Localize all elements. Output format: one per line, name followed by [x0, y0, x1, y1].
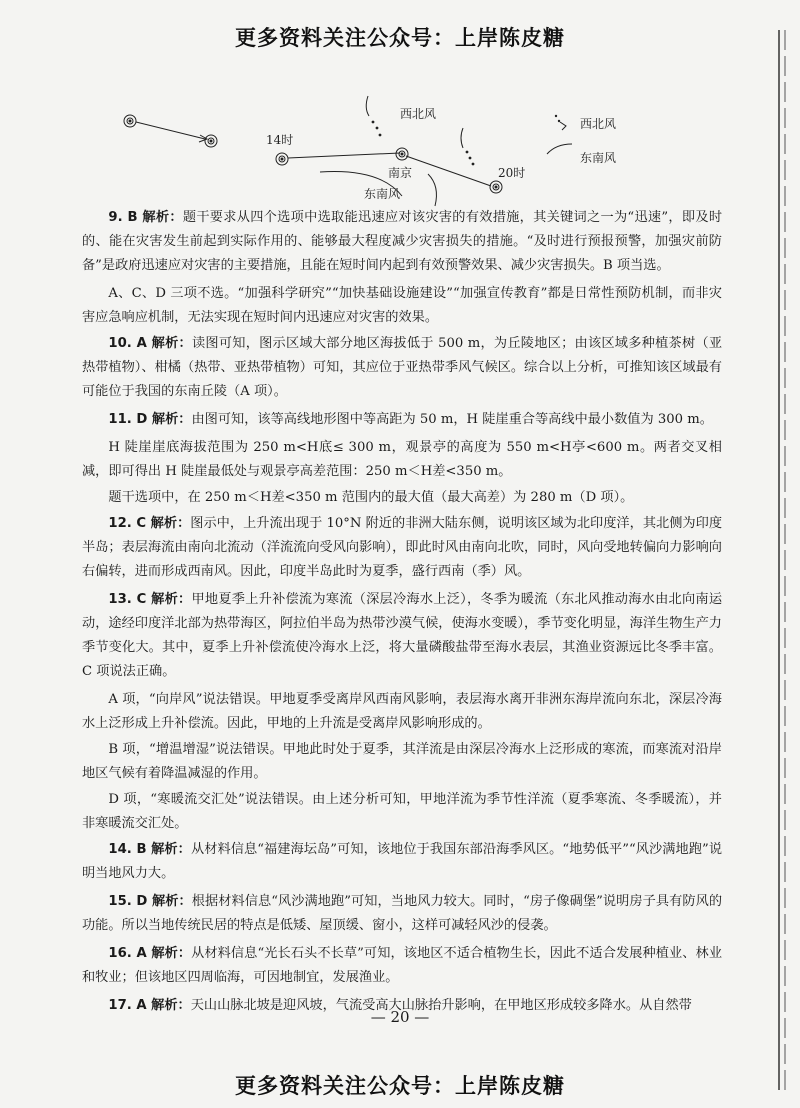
answer-item-9-note: A、C、D 三项不选。“加强科学研究”“加快基础设施建设”“加强宣传教育”都是日常性预防机制，而非灾害应急响应机制，无法实现在短时间内迅速应对灾害的效果。	[82, 286, 722, 325]
track-points	[124, 115, 502, 193]
answer-item-11-note-2: 题干选项中，在 250 m＜H差<350 m 范围内的最大值（最大高差）为 280 m（D 项）。	[108, 490, 634, 505]
answer-item-13-note-d: D 项，“寒暖流交汇处”说法错误。由上述分析可知，甲地洋流为季节性洋流（夏季寒流、冬季暖流），并非寒暖流交汇处。	[82, 792, 722, 831]
page-edge-border	[776, 30, 790, 1090]
label-southeast-wind: 东南风	[364, 187, 401, 201]
answer-item-12: 12. C 解析：图示中，上升流出现于 10°N 附近的非洲大陆东侧，说明该区域为北印度洋，其北侧为印度半岛；表层海流由南向北流动（洋流流向受风向影响），即此时风由南向北吹，同时，风向受地转偏向力影响向右偏转，进而形成西南风。因此，印度半岛此时为夏季，盛行西南（季）风。	[82, 516, 723, 579]
answer-item-14: 14. B 解析：从材料信息“福建海坛岛”可知，该地位于我国东部沿海季风区。“地势低平”“风沙满地跑”说明当地风力大。	[82, 842, 723, 881]
answer-item-17: 17. A 解析：天山山脉北坡是迎风坡，气流受高大山脉抬升影响，在甲地区形成较多降水。从自然带	[108, 998, 692, 1013]
header-banner: 更多资料关注公众号：上岸陈皮糖	[235, 26, 565, 50]
label-nanjing: 南京	[388, 166, 413, 180]
answer-item-13-note-a: A 项，“向岸风”说法错误。甲地夏季受离岸风西南风影响，表层海水离开非洲东海岸流向东北，深层冷海水上泛形成上升补偿流。因此，甲地的上升流是受离岸风影响形成的。	[82, 692, 722, 731]
legend-northwest-wind: 西北风	[580, 117, 617, 131]
answer-item-9: 9. B 解析：题干要求从四个选项中选取能迅速应对该灾害的有效措施，其关键词之一为“迅速”，即及时的、能在灾害发生前起到实际作用的、能够最大程度减少灾害损失的措施。“及时进行预报预警，加强灾前防备”是政府迅速应对灾害的主要措施，且能在短时间内起到有效预警效果、减少灾害损失。B 项当选。	[82, 210, 723, 273]
page-number: — 20 —	[370, 1008, 430, 1026]
legend-southeast-wind: 东南风	[580, 151, 617, 165]
answer-explanations	[82, 206, 722, 1022]
label-time-20: 20时	[498, 166, 526, 180]
label-northwest-wind: 西北风	[400, 107, 437, 121]
footer-banner: 更多资料关注公众号：上岸陈皮糖	[235, 1074, 565, 1098]
label-time-14: 14时	[266, 133, 294, 147]
answer-item-10: 10. A 解析：读图可知，图示区域大部分地区海拔低于 500 m，为丘陵地区；由该区域多种植茶树（亚热带植物）、柑橘（热带、亚热带植物）可知，其应位于亚热带季风气候区。综合以上分析，可推知该区域最有可能位于我国的东南丘陵（A 项）。	[82, 336, 723, 399]
wind-curves	[320, 96, 572, 206]
answer-item-16: 16. A 解析：从材料信息“光长石头不长草”可知，该地区不适合植物生长，因此不适合发展种植业、林业和牧业；但该地区四周临海，可因地制宜，发展渔业。	[82, 946, 723, 985]
answer-item-13: 13. C 解析：甲地夏季上升补偿流为寒流（深层冷海水上泛），冬季为暖流（东北风推动海水由北向南运动，途经印度洋北部为热带海区，阿拉伯半岛为热带沙漠气候，使海水变暖），季节变化明显，海洋生物生产力季节变化大。其中，夏季上升补偿流使冷海水上泛，将大量磷酸盐带至海水表层，其渔业资源远比冬季丰富。C 项说法正确。	[82, 592, 723, 679]
track-line	[136, 122, 491, 186]
answer-item-11: 11. D 解析：由图可知，该等高线地形图中等高距为 50 m，H 陡崖重合等高线中最小数值为 300 m。	[108, 412, 713, 427]
answer-item-15: 15. D 解析：根据材料信息“风沙满地跑”可知，当地风力较大。同时，“房子像碉堡”说明房子具有防风的功能。所以当地传统民居的特点是低矮、屋顶缓、窗小，这样可减轻风沙的侵袭。	[82, 894, 723, 933]
typhoon-track-diagram	[110, 88, 650, 208]
wind-dots	[372, 115, 561, 166]
answer-item-13-note-b: B 项，“增温增湿”说法错误。甲地此时处于夏季，其洋流是由深层冷海水上泛形成的寒流，而寒流对沿岸地区气候有着降温减湿的作用。	[82, 742, 722, 781]
answer-item-11-note-1: H 陡崖崖底海拔范围为 250 m<H底≤ 300 m，观景亭的高度为 550 m<H亭<600 m。两者交叉相减，即可得出 H 陡崖最低处与观景亭高差范围：250 m＜H差<350 m。	[82, 440, 722, 479]
legend-arrow-nw	[560, 122, 566, 130]
